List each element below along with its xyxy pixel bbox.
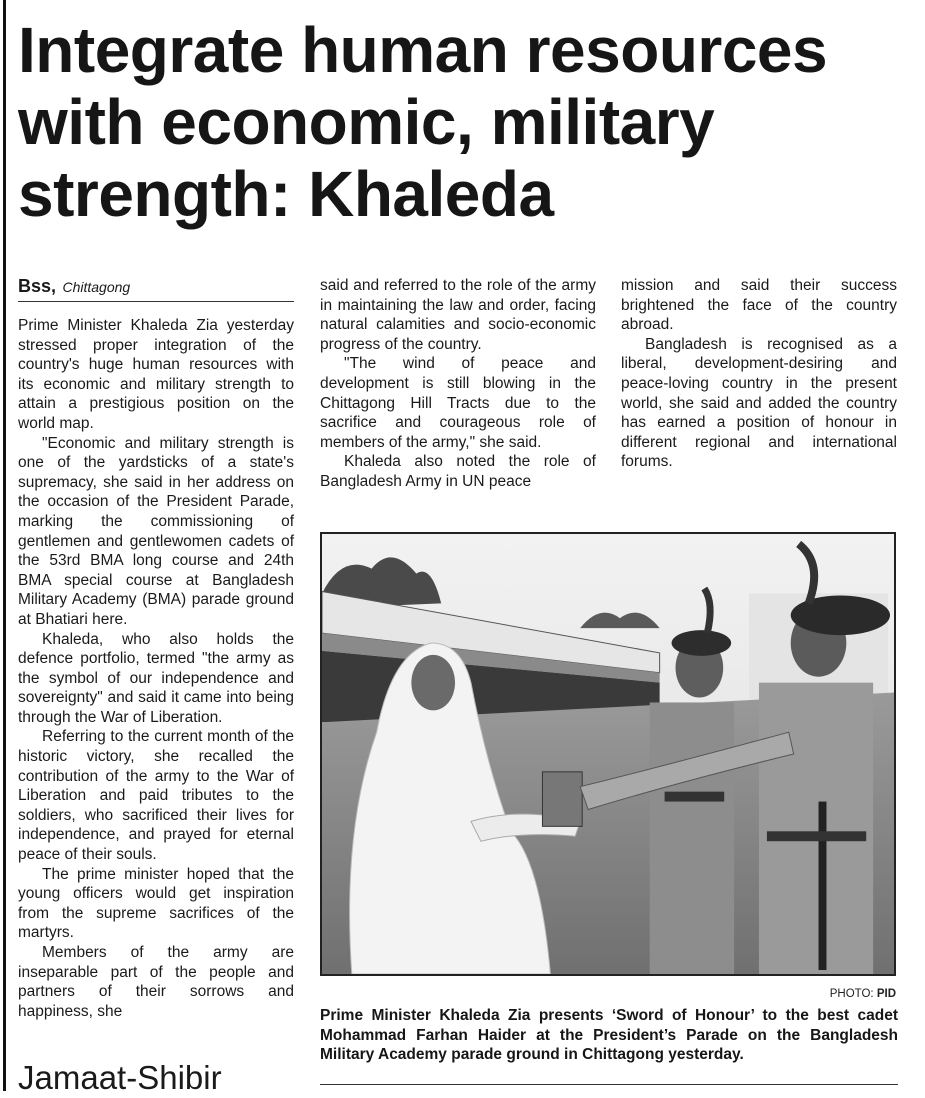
paragraph: mission and said their success brightened the face of the country abroad. — [621, 277, 897, 334]
paragraph: The prime minister hoped that the young officers would get inspiration from the supreme sacrifices of the martyrs. — [18, 865, 294, 942]
byline — [18, 276, 294, 297]
headline-line-2: with economic, military — [18, 86, 715, 158]
photo-credit-source: PID — [876, 988, 896, 1000]
paragraph: said and referred to the role of the army in maintaining the law and order, facing natural calamities and socio-economic progress of the country. — [320, 277, 596, 353]
headline — [18, 14, 918, 230]
paragraph: "The wind of peace and development is still blowing in the Chittagong Hill Tracts due to the sacrifice and courageous role of members of the army," she said. — [320, 355, 596, 451]
caption-divider — [320, 1084, 898, 1085]
paragraph: "Economic and military strength is one of the yardsticks of a state's supremacy, she said in her address on the occasion of the President Parade, marking the commissioning of gentlemen and gentlewomen cadets of the 53rd BMA long course and 24th BMA special course at Bangladesh Military Academy (BMA) parade ground at Bhatiari here. — [18, 434, 294, 628]
paragraph: Khaleda also noted the role of Bangladesh Army in UN peace — [320, 453, 596, 490]
article-column-2 — [320, 276, 596, 492]
paragraph: Referring to the current month of the historic victory, she recalled the contribution of the army to the War of Liberation and paid tributes to the soldiers, who sacrificed their lives for independence, and prayed for eternal peace of their souls. — [18, 728, 294, 864]
next-article-headline: Jamaat-Shibir — [18, 1059, 222, 1096]
headline-line-3: strength: Khaleda — [18, 158, 554, 230]
headline-line-1: Integrate human resources — [18, 14, 828, 86]
byline-divider — [18, 301, 294, 302]
paragraph: Khaleda, who also holds the defence portfolio, termed "the army as the symbol of our independence and sovereignty" and said it came into being through the War of Liberation. — [18, 630, 294, 726]
paragraph: Members of the army are inseparable part of the people and partners of their sorrows and happiness, she — [18, 944, 294, 1020]
paragraph: Prime Minister Khaleda Zia yesterday stressed proper integration of the country's huge human resources with its economic and military strength to attain a prestigious position on the world map. — [18, 317, 294, 432]
photo-caption: Prime Minister Khaleda Zia presents ‘Sword of Honour’ to the best cadet Mohammad Farhan Haider at the President’s Parade on the Bangladesh Military Academy parade ground in Chittagong yesterday. — [320, 1007, 898, 1063]
paragraph: Bangladesh is recognised as a liberal, development-desiring and peace-loving country in the present world, she said and added the country has earned a position of honour in different regional and international forums. — [621, 335, 897, 471]
byline-place: Chittagong — [62, 279, 131, 295]
article-column-3 — [621, 276, 897, 472]
photo-credit-prefix: PHOTO: — [829, 988, 874, 1000]
photo-credit — [700, 988, 896, 1000]
article-column-1 — [18, 316, 294, 1021]
photo-illustration — [322, 534, 894, 974]
left-column-rule — [3, 0, 6, 1091]
byline-agency: Bss, — [18, 276, 57, 296]
news-photo — [320, 532, 896, 976]
